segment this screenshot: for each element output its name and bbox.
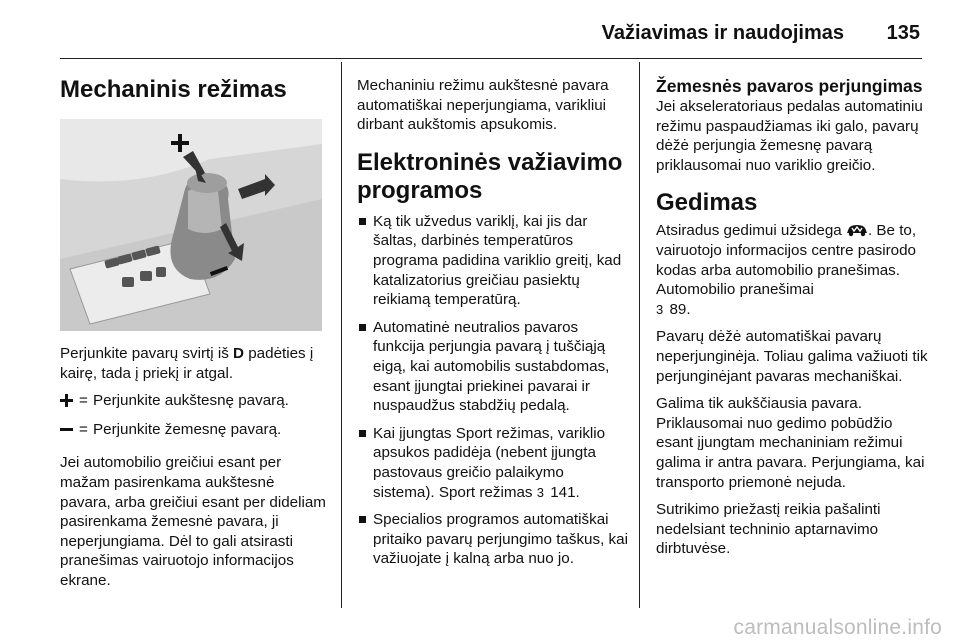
column-1 [60, 76, 328, 599]
arrow-ref-icon: 3 [656, 301, 664, 317]
plus-description: Perjunkite aukštesnę pavarą. [93, 392, 289, 410]
page-number: 135 [886, 22, 920, 44]
column-divider-1 [341, 62, 342, 608]
plus-icon [60, 394, 73, 407]
section-title: Važiavimas ir naudojimas [601, 22, 844, 44]
gear-lever-illustration [60, 119, 322, 331]
page-header [60, 18, 922, 59]
minus-description: Perjunkite žemesnę pavarą. [93, 420, 282, 438]
watermark: carmanualsonline.info [733, 616, 942, 639]
page-ref-link[interactable]: 141. [550, 483, 580, 501]
paragraph-shift-instructions: Perjunkite pavarų svirtį iš D padėties į kairę, tada į priekį ir atgal. [60, 345, 314, 382]
heading-gedimas: Gedimas [656, 189, 758, 217]
car-warning-icon [846, 224, 868, 237]
paragraph-fault-indicator: Atsiradus gedimui užsidega . Be to, vairuotojo informacijos centre pasirodo kodas arba automobilio pranešimas. Automobilio pranešimai 3 89. [656, 222, 917, 318]
page-ref-link[interactable]: 89. [669, 300, 691, 318]
column-divider-2 [639, 62, 640, 608]
heading-elektronines-programos: Elektroninės važiavimo programos [357, 148, 623, 204]
list-item: Ką tik užvedus variklį, kai jis dar šaltas, darbinės temperatūros programa padidina variklio greitį, kad katalizatorius greičiau pasiektų reikiamą temperatūrą. [357, 212, 629, 310]
column-3 [656, 76, 928, 567]
arrow-ref-icon: 3 [536, 484, 544, 500]
programs-list [357, 212, 629, 569]
heading-mechaninis-rezimas: Mechaninis režimas [60, 76, 287, 103]
paragraph-downshift: Jei akseleratoriaus pedalas automatiniu režimu paspaudžiamas iki galo, pavarų dėžė perjungia žemesnę pavarą priklausomai nuo variklio greičio. [656, 98, 923, 174]
minus-row: = Perjunkite žemesnę pavarą. [60, 420, 328, 440]
paragraph-fault-manual: Pavarų dėžė automatiškai pavarų neperjunginėja. Toliau galima važiuoti tik perjunginėjant pavaras mechaniškai. [656, 328, 928, 385]
paragraph-manual-mode: Mechaniniu režimu aukštesnė pavara automatiškai neperjungiama, varikliui dirbant aukštomis apsukomis. [357, 77, 609, 134]
minus-icon [60, 428, 73, 431]
paragraph-fault-service: Sutrikimo priežastį reikia pašalinti nedelsiant techninio aptarnavimo dirbtuvėse. [656, 501, 881, 558]
paragraph-gear-note: Jei automobilio greičiui esant per mažam pasirenkama aukštesnė pavara, arba greičiui esant per dideliam pasirenkama žemesnė pavara, ji neperjungiama. Dėl to gali atsirasti pranešimas vairuotojo informacijos ekrane. [60, 454, 326, 589]
list-item: Specialios programos automatiškai pritaiko pavarų perjungimo taškus, kai važiuojate į kalną arba nuo jo. [357, 510, 629, 569]
column-2 [357, 76, 629, 577]
list-item: Kai įjungtas Sport režimas, variklio apsukos padidėja (nebent įjungta pastovaus greičio palaikymo sistema). Sport režimas 3 141. [357, 424, 629, 502]
subheading-downshift: Žemesnės pavaros perjungimas [656, 76, 923, 96]
paragraph-fault-gears: Galima tik aukščiausia pavara. Priklausomai nuo gedimo pobūdžio esant įjungtam mechaniniam režimui galima ir antra pavara. Perjungiama, kai transporto priemonė nejuda. [656, 395, 925, 491]
list-item: Automatinė neutralios pavaros funkcija perjungia pavarą į tuščiąją eigą, kai automobilis sustabdomas, esant įjungtai priekinei pavarai ir nuspaudžus stabdžių pedalą. [357, 318, 629, 416]
gear-d-label: D [233, 345, 245, 362]
plus-row: = Perjunkite aukštesnę pavarą. [60, 391, 328, 411]
